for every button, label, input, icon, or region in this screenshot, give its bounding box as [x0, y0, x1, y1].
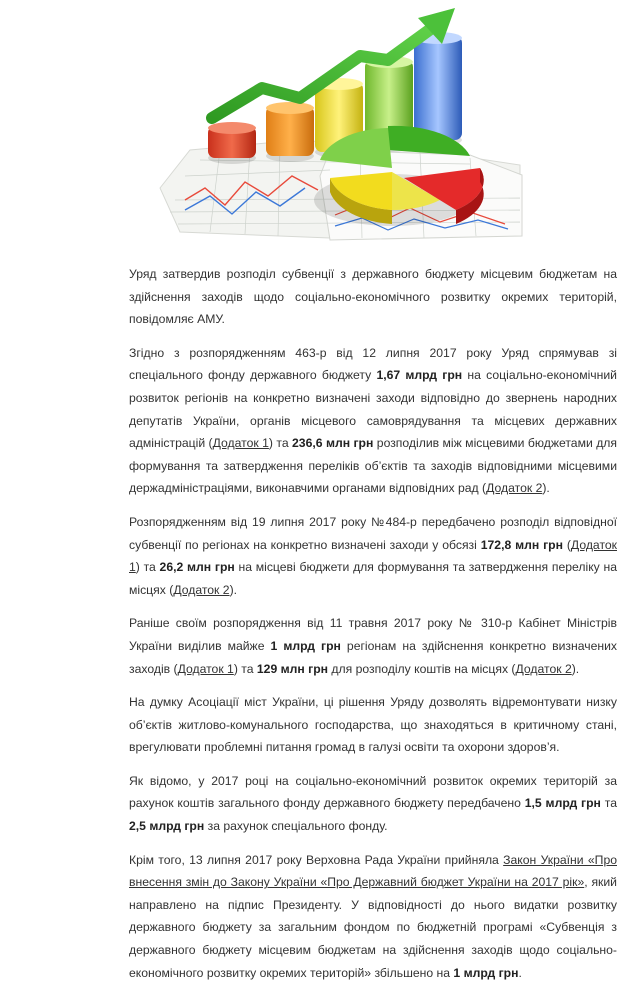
amount-bold: 1 млрд грн: [270, 638, 341, 653]
appendix-2-link[interactable]: Додаток 2: [515, 661, 572, 676]
amount-bold: 2,5 млрд грн: [129, 819, 205, 834]
amount-bold: 236,6 млн грн: [292, 436, 374, 451]
amount-bold: 1,67 млрд грн: [376, 368, 463, 383]
article-body: [129, 263, 617, 995]
amount-bold: 1 млрд грн: [453, 965, 519, 980]
amount-bold: 172,8 млн грн: [480, 537, 563, 552]
paragraph: Як відомо, у 2017 році на соціально-економічний розвиток окремих територій за рахунок коштів загального фонду державного бюджету передбачено 1,5 млрд грн та 2,5 млрд грн за рахунок спеціального фонду.: [129, 773, 618, 834]
paragraph: Уряд затвердив розподіл субвенції з державного бюджету місцевим бюджетам на здійснення заходів щодо соціально-економічного розвитку окремих територій, повідомляє АМУ.: [129, 267, 617, 327]
paragraph: Згідно з розпорядженням 463-р від 12 липня 2017 року Уряд спрямував зі спеціального фонду державного бюджету 1,67 млрд грн на соціально-економічний розвиток регіонів на конкретно визначені заходи відповідно до звернень народних депутатів України, органів місцевого самоврядування та місцевих державних адміністрацій (Додаток 1) та 236,6 млн грн розподілив між місцевими бюджетами для формування та затвердження переліків об’єктів та заходів відповідними місцевими держадміністраціями, виконавчими органами відповідних рад (Додаток 2).: [129, 345, 618, 496]
growth-chart-icon: [0, 0, 630, 258]
appendix-2-link[interactable]: Додаток 2: [486, 481, 543, 496]
appendix-1-link[interactable]: Додаток 1: [212, 436, 269, 451]
hero-illustration: [0, 0, 630, 258]
amount-bold: 129 млн грн: [256, 661, 328, 676]
paragraph: Розпорядженням від 19 липня 2017 року №484-р передбачено розподіл відповідної субвенції по регіонах на конкретно визначені заходи у обсязі 172,8 млн грн (Додаток 1) та 26,2 млн грн на місцеві бюджети для формування та затвердження переліку на місцях (Додаток 2).: [129, 514, 617, 597]
law-link[interactable]: Закон України «Про внесення змін до Закону України «Про Державний бюджет України на 2017 рік»: [129, 852, 617, 890]
paragraph: Раніше своїм розпорядження від 11 травня 2017 року № 310-р Кабінет Міністрів України виділив майже 1 млрд грн регіонам на здійснення конкретно визначених заходів (Додаток 1) та 129 млн грн для розподілу коштів на місцях (Додаток 2).: [129, 616, 617, 676]
amount-bold: 1,5 млрд грн: [524, 796, 601, 811]
amount-bold: 26,2 млн грн: [159, 560, 235, 575]
appendix-1-link[interactable]: Додаток 1: [129, 537, 617, 575]
paragraph: На думку Асоціації міст України, ці рішення Уряду дозволять відремонтувати низку об’єктів житлово-комунального господарства, що знаходяться в критичному стані, врегулювати проблемні питання громад в галузі освіти та охорони здоров’я.: [129, 695, 617, 755]
appendix-1-link[interactable]: Додаток 1: [177, 661, 234, 676]
appendix-2-link[interactable]: Додаток 2: [173, 582, 230, 597]
paragraph: Крім того, 13 липня 2017 року Верховна Рада України прийняла Закон України «Про внесення змін до Закону України «Про Державний бюджет України на 2017 рік», який направлено на підпис Президенту. У відповідності до нього видатки розвитку державного бюджету за загальним фондом по бюджетній програмі «Субвенція з державного бюджету місцевим бюджетам на здійснення заходів щодо соціально-економічного розвитку окремих територій» збільшено на 1 млрд грн.: [129, 852, 617, 980]
